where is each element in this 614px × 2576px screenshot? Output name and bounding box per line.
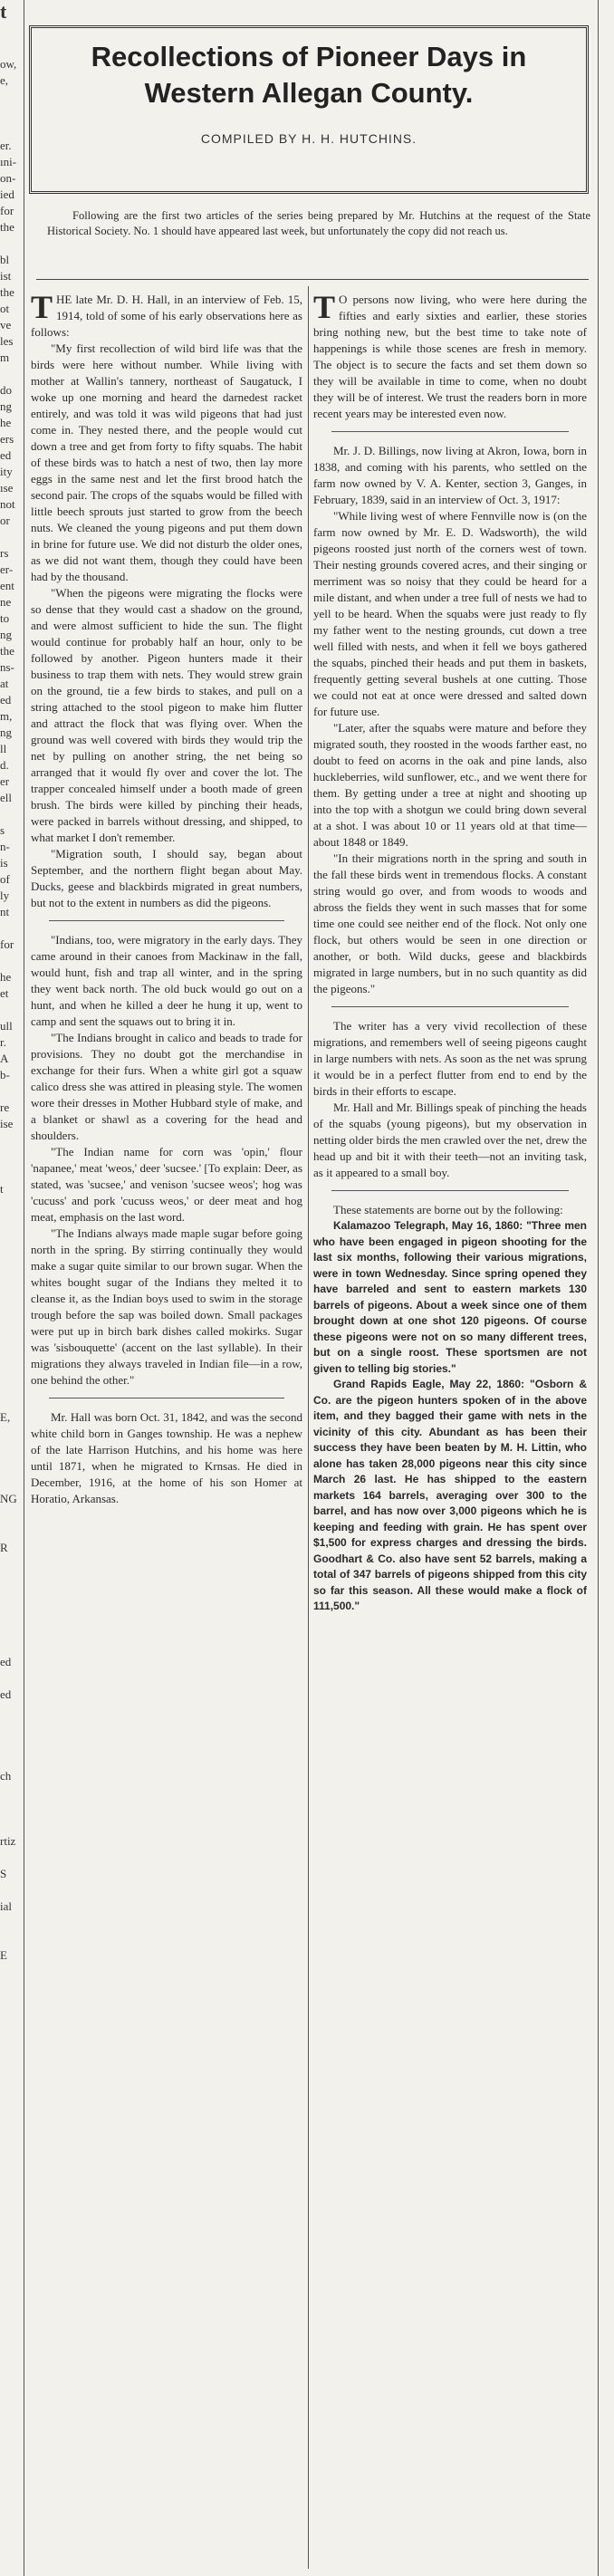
paragraph: Mr. J. D. Billings, now living at Akron, Iowa, born in 1838, and coming with his parents, who settled on the farm now owned by V. A. Kenter, section 3, Ganges, in February, 1839, said in an interview of Oct. 3, 1917:	[313, 444, 587, 506]
margin-fragment	[0, 1214, 22, 1230]
paragraph: "My first recollection of wild bird life was that the birds were here without number. While living with mother at Wallin's tannery, northeast of Saugatuck, I woke up one morning and heard the darnedest racket entirely, and was told it was wild pigeons that had just come in. They nested there, and the people would cut down a tree and get from forty to fifty squabs. The habit of these birds was to hatch a nest of two, then lay more eggs in the same nest and let the first brood hatch the second pair. The crops of the squabs would be filled with little beech sprouts just started to grow from the beech nuts. We cleaned the young pigeons and put them down in brine for future use. We did not disturb the older ones, as we did not want them, though they could have been had by the thousand.	[31, 341, 302, 583]
margin-fragment: is	[0, 856, 8, 870]
margin-fragment	[0, 953, 22, 969]
margin-fragment	[0, 235, 22, 252]
margin-fragment: ow,	[0, 57, 17, 71]
margin-fragment	[0, 1915, 22, 1931]
margin-fragment: ise	[0, 1117, 14, 1130]
margin-fragment	[0, 1523, 22, 1540]
column-rule-right	[598, 0, 599, 2576]
margin-fragment: not	[0, 497, 15, 511]
drop-cap: T	[313, 289, 336, 325]
drop-cap: T	[31, 289, 53, 325]
margin-fragment	[0, 1230, 22, 1246]
margin-fragment: r.	[0, 1035, 6, 1049]
margin-fragment	[0, 40, 22, 56]
margin-fragment: ell	[0, 791, 12, 804]
margin-fragment	[0, 1735, 22, 1752]
margin-fragment: er	[0, 774, 10, 788]
margin-fragment: do	[0, 383, 12, 397]
margin-fragment	[0, 1475, 22, 1491]
margin-fragment	[0, 1263, 22, 1279]
margin-fragment: NG	[0, 1492, 17, 1505]
margin-fragment	[0, 1197, 22, 1214]
margin-fragment	[0, 2013, 22, 2029]
margin-fragment	[0, 1377, 22, 1393]
margin-fragment: R	[0, 1541, 8, 1554]
margin-fragment	[0, 105, 22, 121]
margin-fragment: t	[0, 1182, 4, 1196]
margin-fragment: ot	[0, 302, 10, 315]
margin-fragment: the	[0, 644, 14, 658]
adjacent-column-fragment-left	[0, 0, 22, 2045]
margin-fragment: ng	[0, 628, 12, 641]
paragraph: Mr. Hall and Mr. Billings speak of pinching the heads of the squabs (young pigeons), but my observation in netting older birds the men crawled over the net, drew the head up and bit it with their teeth—not an inviting task, as it appeared to a small boy.	[313, 1101, 587, 1179]
margin-fragment: b-	[0, 1068, 10, 1081]
margin-fragment	[0, 1605, 22, 1621]
margin-fragment: the	[0, 285, 14, 299]
section-divider	[331, 431, 569, 432]
margin-fragment: ng	[0, 726, 12, 739]
margin-fragment	[0, 1507, 22, 1523]
margin-fragment: ent	[0, 579, 14, 592]
margin-fragment: ns-	[0, 660, 14, 674]
margin-fragment: ch	[0, 1769, 12, 1783]
editor-note: Following are the first two articles of the series being prepared by Mr. Hutchins at the request of the State Historical Society. No. 1 should have appeared last week, but unfortunately the copy did not reach us.	[47, 209, 590, 237]
margin-fragment: A	[0, 1052, 9, 1065]
margin-fragment	[0, 1996, 22, 2013]
margin-fragment: E	[0, 1948, 7, 1962]
margin-fragment	[0, 1784, 22, 1801]
margin-fragment: e,	[0, 73, 9, 87]
paragraph: "Later, after the squabs were mature and before they migrated south, they roosted in the woods farther east, no doubt to feed on acorns in the oak and pine lands, also huckleberries, wild sunflower, etc., and we went there for them. By getting under a tree at night and shooting up into the top with a shotgun we could bring down several at a shot. I was about 10 or 11 years old at that time—about 1848 or 1849.	[313, 721, 587, 849]
margin-fragment	[0, 1638, 22, 1654]
page-title: Recollections of Pioneer Days in Western Allegan County.	[91, 41, 527, 109]
margin-fragment: n-	[0, 840, 10, 853]
margin-fragment	[0, 920, 22, 937]
margin-fragment: ll	[0, 742, 7, 755]
margin-fragment	[0, 2029, 22, 2045]
margin-fragment	[0, 1393, 22, 1409]
margin-fragment: les	[0, 334, 14, 348]
paragraph: "The Indians brought in calico and beads to trade for provisions. They no doubt got the merchandise in exchange for their furs. When a white girl got a squaw calico dress she was attired in pleasing style. The women wore their dresses in Mother Hubbard style of make, and a blanket or shawl as a covering for the head and shoulders.	[31, 1031, 302, 1142]
margin-fragment	[0, 1621, 22, 1638]
margin-fragment	[0, 806, 22, 822]
margin-fragment: ly	[0, 889, 10, 902]
margin-fragment: d.	[0, 758, 9, 772]
margin-fragment: ist	[0, 269, 12, 283]
margin-fragment	[0, 1964, 22, 1980]
margin-fragment: ull	[0, 1019, 13, 1033]
headline-box	[29, 25, 589, 194]
margin-fragment	[0, 1589, 22, 1605]
margin-fragment: for	[0, 937, 14, 951]
margin-fragment: ıse	[0, 481, 14, 495]
margin-fragment: ıni-	[0, 155, 17, 168]
margin-fragment: bl	[0, 253, 10, 266]
margin-fragment: m	[0, 351, 10, 364]
paragraph: "The Indians always made maple sugar before going north in the spring. By stirring continually they would make a sugar quite similar to our brown sugar. When the whites bought sugar of the Indians they melted it to cleanse it, as the Indian boys used to swim in the storage trough before the sap was boiled down. Small packages were put up in birch bark dishes called mokirks. Sugar was 'sisbouquette' (accent on the last syllable). In their migrations they always traveled in Indian file—in a row, one behind the other."	[31, 1226, 302, 1387]
margin-fragment: ve	[0, 318, 12, 332]
margin-fragment: for	[0, 204, 14, 217]
paragraph: THE late Mr. D. H. Hall, in an interview of Feb. 15, 1914, told of some of his early observations here as follows:	[31, 289, 302, 339]
margin-fragment	[0, 1002, 22, 1018]
margin-fragment	[0, 24, 22, 40]
margin-fragment: on-	[0, 171, 16, 185]
margin-fragment	[0, 1703, 22, 1719]
margin-fragment: or	[0, 514, 10, 527]
margin-fragment	[0, 1442, 22, 1458]
margin-fragment: er-	[0, 562, 14, 576]
margin-fragment	[0, 1360, 22, 1377]
margin-fragment	[0, 1719, 22, 1735]
margin-fragment	[0, 1980, 22, 1996]
margin-fragment: at	[0, 677, 9, 690]
margin-fragment: er.	[0, 139, 12, 152]
margin-fragment	[0, 1801, 22, 1817]
margin-fragment	[0, 1670, 22, 1687]
margin-fragment	[0, 1279, 22, 1295]
paragraph: "Indians, too, were migratory in the early days. They came around in their canoes from Mackinaw in the fall, would hunt, fish and trap all winter, and in the spring they went back north. The old buck would go out on a hunt, and when he killed a deer he hung it up, went to camp and sent the squaws out to bring it in.	[31, 933, 302, 1028]
paragraph: These statements are borne out by the following:	[333, 1203, 563, 1216]
margin-fragment: rtiz	[0, 1834, 16, 1848]
article-column-left	[31, 289, 302, 1507]
section-divider	[331, 1006, 569, 1007]
margin-fragment	[0, 1328, 22, 1344]
paragraph: "Migration south, I should say, began about September, and the northern flight began about May. Ducks, geese and blackbirds migrated in great numbers, but not to the extent in numbers as did the pigeons.	[31, 847, 302, 909]
section-divider	[331, 1190, 569, 1191]
section-divider	[49, 1398, 284, 1399]
margin-fragment: he	[0, 970, 12, 984]
margin-fragment	[0, 1312, 22, 1328]
margin-fragment: et	[0, 986, 9, 1000]
margin-fragment: t	[0, 0, 7, 23]
margin-fragment	[0, 529, 22, 545]
margin-fragment: ed	[0, 1687, 12, 1701]
paragraph: "While living west of where Fennville now is (on the farm now owned by Mr. E. D. Wadsworth), the wild pigeons roosted just north of the corners west of town. Their nesting grounds covered acres, and their singing or merriment was so noisy that they could be heard for a mile distant, and when under a tree full of nests we had to yell to be heard. When the squabs were just ready to fly my father went to the nesting grounds, cut down a tree well filled with nests, and when it fell we boys gathered the squabs, pinched their heads and put them in baskets, frequently getting several bushels at one cutting. Those we could not eat at once were dressed and salted down for future use.	[313, 509, 587, 718]
margin-fragment: of	[0, 872, 10, 886]
margin-fragment: ne	[0, 595, 12, 609]
margin-fragment: ers	[0, 432, 14, 446]
paragraph: "When the pigeons were migrating the flocks were so dense that they would cast a shadow on the ground, and were almost sufficient to hide the sun. The flight would continue for probably half an hour, only to be followed by another. Pigeon hunters made it their business to trap them with nets. They would strew grain on the ground, tie a few birds to stakes, and pull on a string attached to the stool pigeon to make him flutter and attract the flock that was flying over. When the ground was well covered with birds they would trip the net by pulling on another string, the net being so arranged that it would fly over and cover the lot. The trapper concealed himself under a booth made of green brush. The birds were killed by pinching their heads, were packed in barrels without dressing, and shipped, to what market I don't remember.	[31, 586, 302, 844]
margin-fragment: m,	[0, 709, 13, 723]
margin-fragment	[0, 1344, 22, 1360]
margin-fragment	[0, 1295, 22, 1312]
margin-fragment	[0, 1132, 22, 1149]
news-quote: Kalamazoo Telegraph, May 16, 1860: "Three men who have been engaged in pigeon shooting for the last six months, following their various migrations, were in town Wednesday. Since spring opened they have barreled and sent to eastern markets 130 barrels of pigeons. About a week since one of them brought down at one shot 120 pigeons. Of course these pigeons were not on so many different trees, but on a single roost. These sportsmen are not given to telling big stories."	[313, 1219, 587, 1375]
margin-fragment: ed	[0, 448, 12, 462]
news-quote: Grand Rapids Eagle, May 22, 1860: "Osborn & Co. are the pigeon hunters spoken of in the above item, and they bagged their game with nets in the vicinity of this city. Abundant as has been their success they have been beaten by M. H. Littin, who alone has taken 28,000 pigeons near this city since March 26 last. He has shipped to the eastern markets 164 barrels, averaging over 300 to the barrel, and has now over 3,000 pigeons which he is keeping and feeding with grain. He has spent over $1,500 for express charges and dressing the birds. Goodhart & Co. also have sent 52 barrels, making a total of 347 barrels of pigeons shipped from this city so far this season. All these would make a flock of 111,500."	[313, 1378, 587, 1612]
margin-fragment: ial	[0, 1899, 12, 1913]
margin-fragment	[0, 1572, 22, 1589]
byline: COMPILED BY H. H. HUTCHINS.	[200, 131, 417, 146]
margin-fragment	[0, 1426, 22, 1442]
margin-fragment	[0, 1458, 22, 1475]
margin-fragment	[0, 1931, 22, 1947]
paragraph: T O persons now living, who were here during the fifties and early sixties and earlier, these stories bring nothing new, but the best time to take note of happenings is while those scenes are fresh in memory. The object is to secure the facts and set them down so they will be available in time to come, when no doubt they will be of interest. We trust the readers born in more recent years may be interested even now.	[313, 289, 587, 420]
margin-fragment	[0, 121, 22, 138]
margin-fragment	[0, 1246, 22, 1263]
margin-fragment	[0, 1882, 22, 1898]
margin-fragment: ed	[0, 693, 12, 706]
column-divider	[308, 286, 309, 2569]
paragraph: The writer has a very vivid recollection of these migrations, and remembers well of seeing pigeons caught in large numbers with nets. As soon as the net was sprung it would be in a perfect flutter from end to end by the birds in their efforts to escape.	[313, 1019, 587, 1098]
margin-fragment: ity	[0, 465, 13, 478]
margin-fragment: rs	[0, 546, 9, 560]
margin-fragment: S	[0, 1867, 7, 1880]
margin-fragment	[0, 89, 22, 105]
margin-fragment	[0, 1149, 22, 1165]
margin-fragment: ied	[0, 187, 14, 201]
margin-fragment	[0, 1850, 22, 1866]
margin-fragment	[0, 1083, 22, 1100]
paragraph: Mr. Hall was born Oct. 31, 1842, and was the second white child born in Ganges township. He was a nephew of the late Harrison Hutchins, and his home was here until 1871, when he migrated to Krnsas. He died in December, 1916, at the home of his son Homer at Horatio, Arkansas.	[31, 1410, 302, 1505]
margin-fragment: nt	[0, 905, 10, 918]
paragraph: "In their migrations north in the spring and south in the fall these birds went in tremendous flocks. A constant string would go over, and from woods to woods and abross the fields they went in such masses that for some time one could see neither end of the flock. Not only one flock, but others would be seen in one direction or another, or both. Wild ducks, geese and blackbirds migrated in large numbers, but in no such quantity as did the pigeons."	[313, 851, 587, 995]
margin-fragment	[0, 366, 22, 382]
margin-fragment: to	[0, 611, 10, 625]
margin-fragment	[0, 1817, 22, 1833]
margin-fragment	[0, 1556, 22, 1572]
margin-fragment: s	[0, 823, 5, 837]
margin-fragment	[0, 1165, 22, 1181]
margin-fragment: re	[0, 1101, 10, 1114]
margin-fragment: ng	[0, 399, 12, 413]
margin-fragment: ed	[0, 1655, 12, 1668]
divider-rule	[36, 279, 589, 280]
margin-fragment: the	[0, 220, 14, 234]
margin-fragment: he	[0, 416, 12, 429]
section-divider	[49, 920, 284, 921]
margin-fragment	[0, 1752, 22, 1768]
margin-fragment: E,	[0, 1410, 11, 1424]
article-column-right	[313, 289, 587, 1615]
paragraph: "The Indian name for corn was 'opin,' flour 'napanee,' meat 'weos,' deer 'sucsee.' [To explain: Deer, as stated, was 'sucsee,' and venison 'sucsee weos'; hog was 'cucuss' and pork 'cucuss weos,' or deer meat and hog meat, emphasis on the last word.	[31, 1145, 302, 1224]
